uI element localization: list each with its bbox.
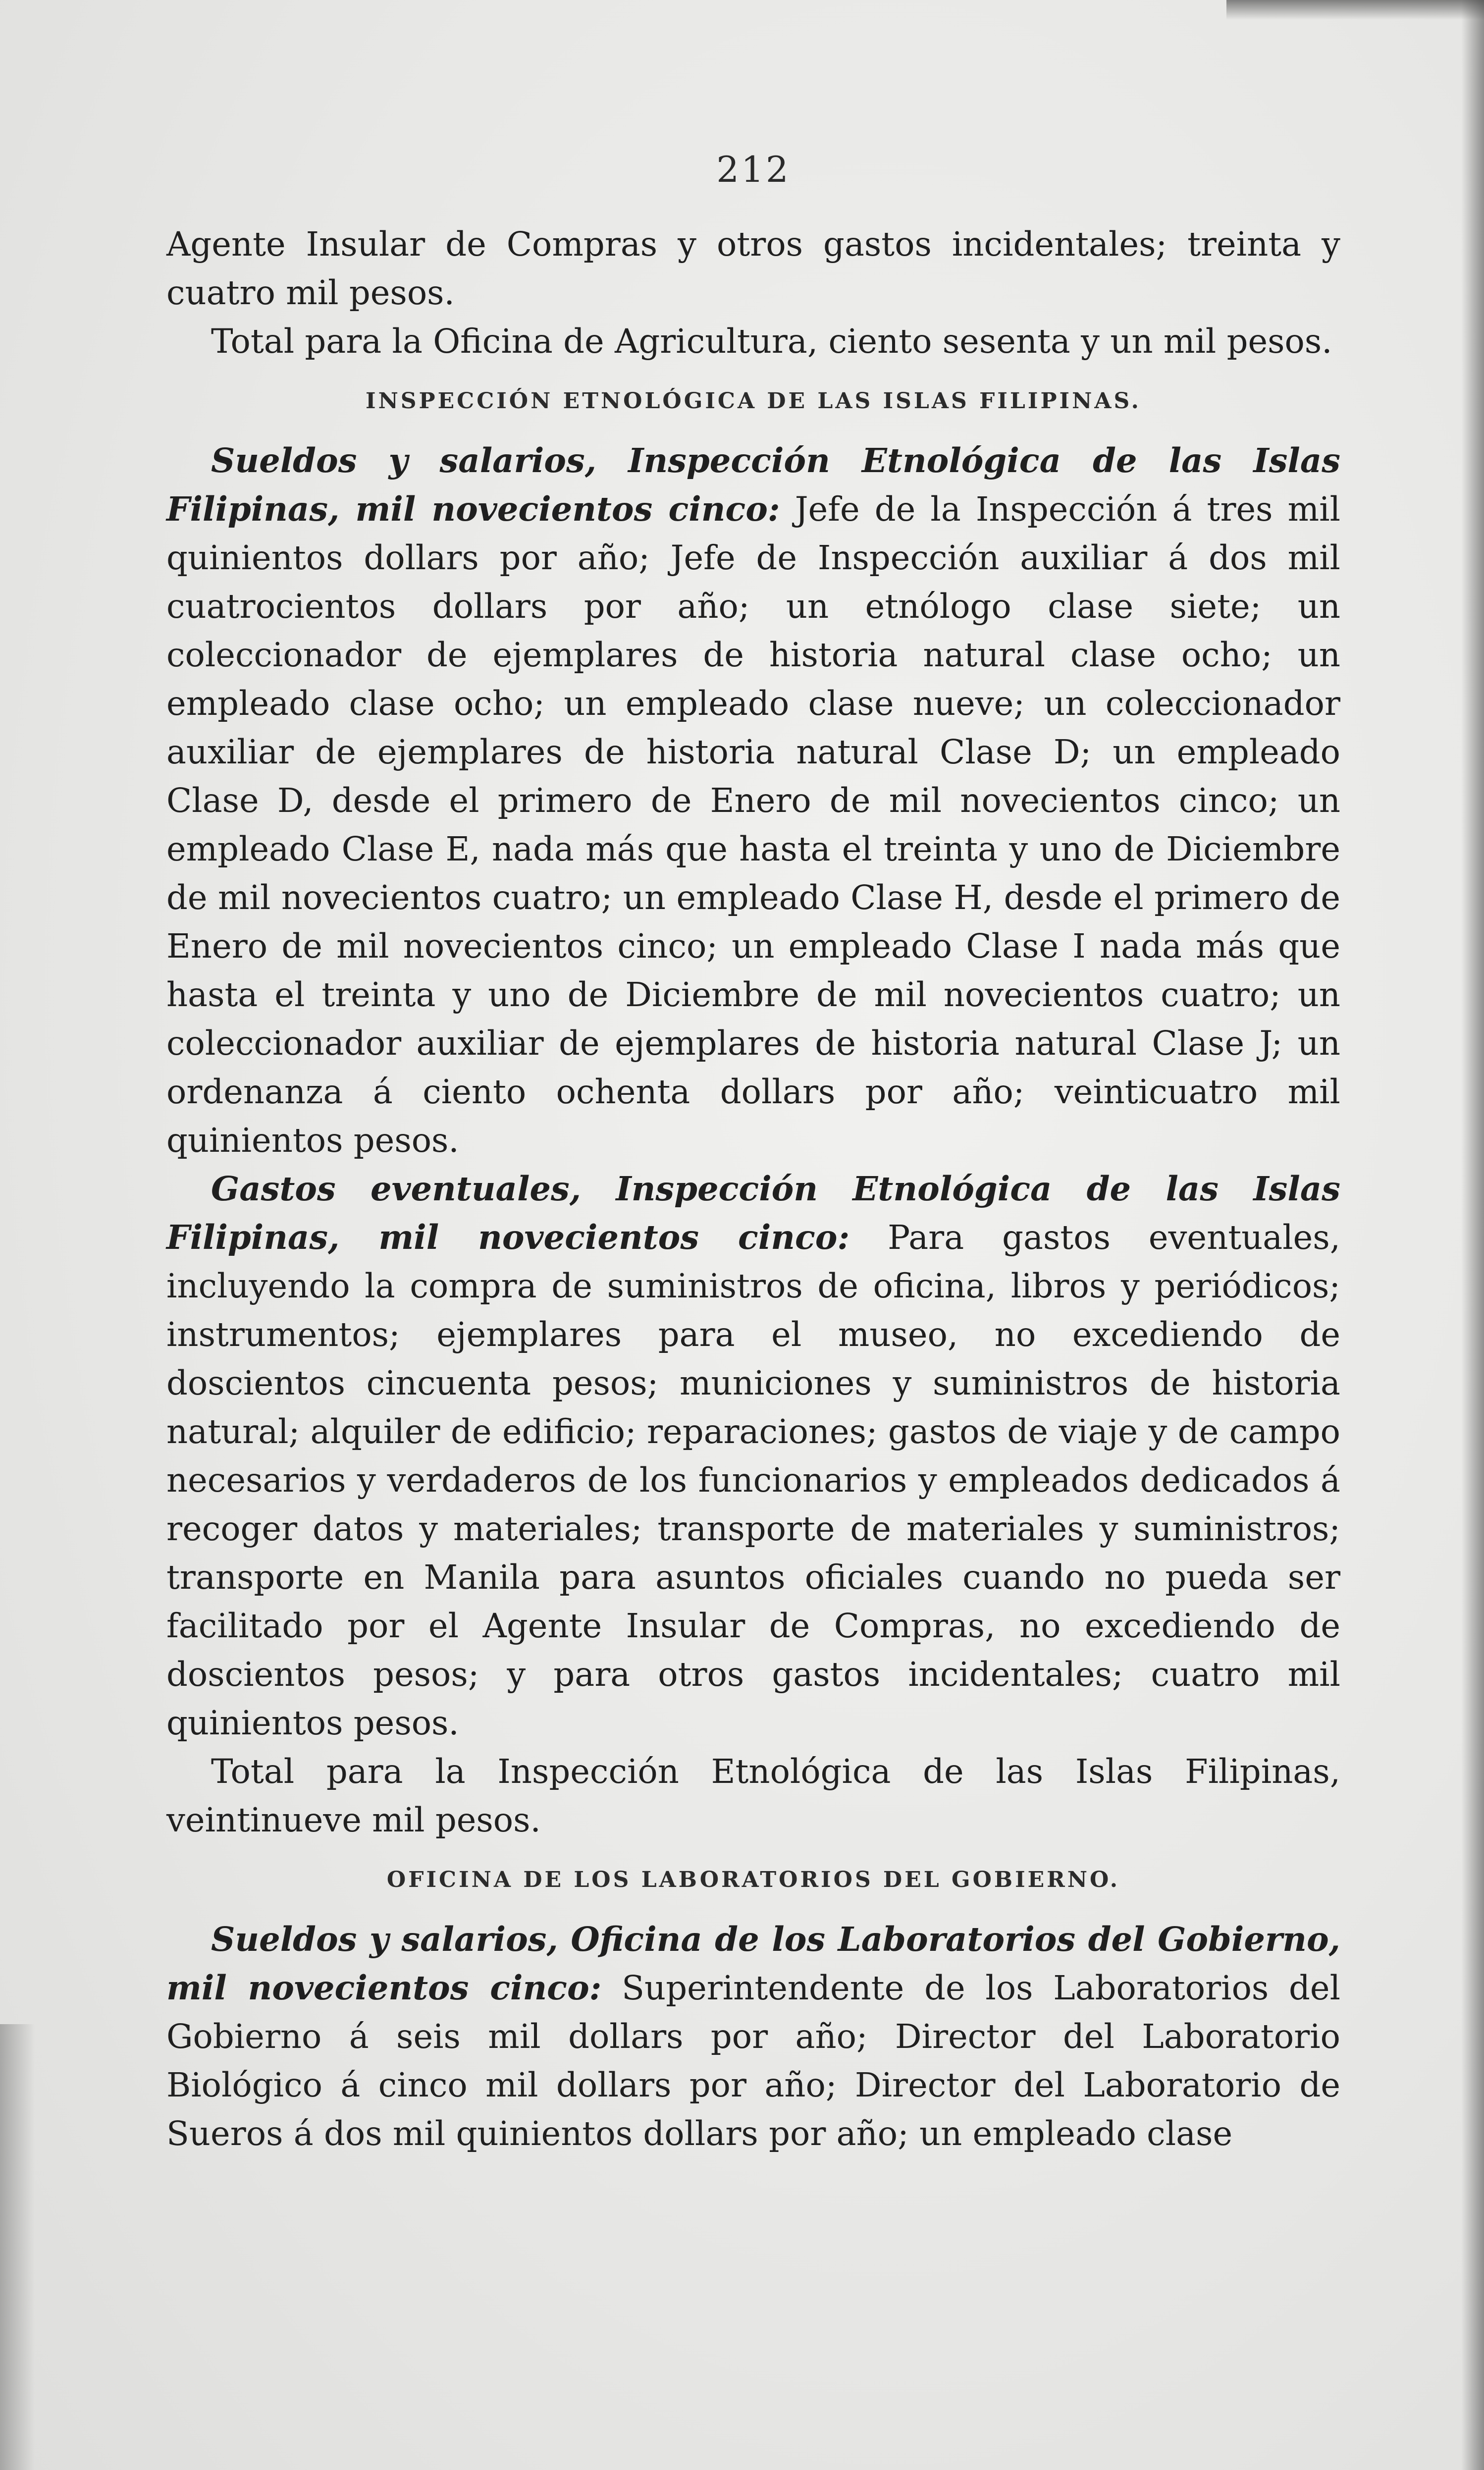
paragraph-text: Total para la Inspección Etnológica de las Islas Filipinas, veintinueve mil pesos. [166, 1752, 1340, 1839]
paragraph-text: Total para la Oficina de Agricultura, ciento sesenta y un mil pesos. [211, 322, 1332, 361]
page-shadow-left [0, 2024, 35, 2470]
page-shadow-top [1226, 0, 1484, 20]
paragraph-lead: Gastos eventuales, Inspección Etnológica de las Islas Filipinas, mil novecientos cinco: [166, 1169, 1340, 1257]
paragraph-total-agricultura [166, 317, 1340, 366]
paragraph-total-inspeccion [166, 1747, 1340, 1844]
paragraph-text: Para gastos eventuales, incluyendo la compra de suministros de oficina, libros y periódicos; instrumentos; ejemplares para el museo, no excediendo de doscientos cincuenta pesos; municiones y suministros de historia natural; alquiler de edificio; reparaciones; gastos de viaje y de campo necesarios y verdaderos de los funcionarios y empleados dedicados á recoger datos y materiales; transporte de materiales y suministros; transporte en Manila para asuntos oficiales cuando no pueda ser facilitado por el Agente Insular de Compras, no excediendo de doscientos pesos; y para otros gastos incidentales; cuatro mil quinientos pesos. [166, 1218, 1341, 1742]
section-heading-inspeccion-etnologica: INSPECCIÓN ETNOLÓGICA DE LAS ISLAS FILIPINAS. [365, 388, 1141, 414]
section-heading-laboratorios: OFICINA DE LOS LABORATORIOS DEL GOBIERNO. [386, 1867, 1120, 1892]
paragraph-agente-insular [166, 220, 1340, 317]
paragraph-sueldos-inspeccion [166, 436, 1340, 1165]
paragraph-text: Agente Insular de Compras y otros gastos incidentales; treinta y cuatro mil pesos. [166, 225, 1340, 312]
paragraph-sueldos-laboratorios [166, 1915, 1340, 2158]
page-shadow-right [1461, 0, 1484, 2470]
paragraph-lead: Sueldos y salarios, Inspección Etnológica de las Islas Filipinas, mil novecientos cinco: [166, 441, 1340, 529]
paragraph-gastos-eventuales [166, 1165, 1340, 1747]
page-content [166, 149, 1340, 2158]
paragraph-text: Superintendente de los Laboratorios del Gobierno á seis mil dollars por año; Director del Laboratorio Biológico á cinco mil dollars por año; Director del Laboratorio de Sueros á dos mil quinientos dollars por año; un empleado clase [166, 1969, 1340, 2153]
paragraph-text: Jefe de la Inspección á tres mil quinientos dollars por año; Jefe de Inspección auxiliar á dos mil cuatrocientos dollars por año; un etnólogo clase siete; un coleccionador de ejemplares de historia natural clase ocho; un empleado clase ocho; un empleado clase nueve; un coleccionador auxiliar de ejemplares de historia natural Clase D; un empleado Clase D, desde el primero de Enero de mil novecientos cinco; un empleado Clase E, nada más que hasta el treinta y uno de Diciembre de mil novecientos cuatro; un empleado Clase H, desde el primero de Enero de mil novecientos cinco; un empleado Clase I nada más que hasta el treinta y uno de Diciembre de mil novecientos cuatro; un coleccionador auxiliar de ejemplares de historia natural Clase J; un ordenanza á ciento ochenta dollars por año; veinticuatro mil quinientos pesos. [166, 490, 1340, 1160]
paragraph-lead: Sueldos y salarios, Oficina de los Laboratorios del Gobierno, mil novecientos cinco: [166, 1920, 1340, 2007]
page-number: 212 [716, 149, 791, 190]
